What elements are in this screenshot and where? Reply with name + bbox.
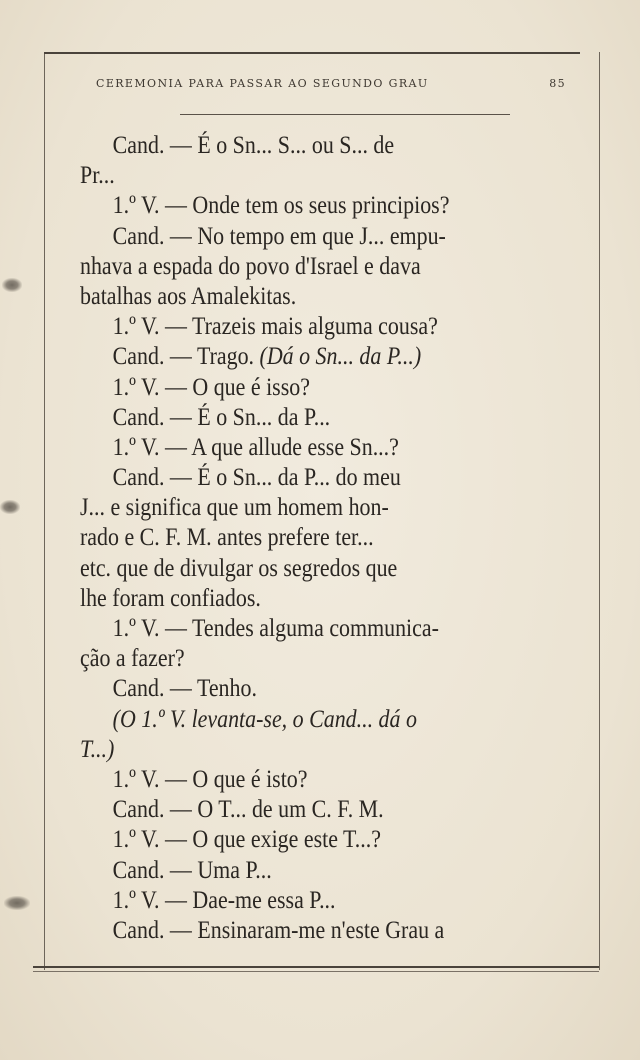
text-line	[80, 583, 501, 613]
line-text: 1.º V. — O que é isto?	[112, 763, 308, 793]
stage-direction: (O 1.º V. levanta-se, o Cand... dá o	[112, 703, 417, 733]
text-line	[80, 734, 501, 764]
text-line	[80, 553, 501, 583]
stage-direction: T...)	[80, 733, 115, 763]
text-line	[80, 281, 501, 311]
page-number: 85	[549, 77, 566, 90]
line-text: Pr...	[80, 160, 115, 190]
text-line	[80, 432, 501, 462]
line-text: J... e significa que um homem hon-	[80, 492, 389, 522]
header-rule	[180, 114, 510, 115]
text-line	[80, 673, 501, 703]
stage-direction: (Dá o Sn... da P...)	[254, 341, 422, 371]
text-line	[80, 221, 501, 251]
text-line	[80, 704, 501, 734]
text-line	[80, 341, 501, 371]
text-line	[80, 522, 501, 552]
text-line	[80, 311, 501, 341]
line-text: 1.º V. — Dae-me essa P...	[112, 884, 336, 914]
text-line	[80, 160, 501, 190]
text-line	[80, 190, 501, 220]
body-text	[80, 130, 501, 945]
running-head	[96, 77, 566, 90]
line-text: lhe foram confiados.	[80, 582, 261, 612]
text-line	[80, 643, 501, 673]
line-text: etc. que de divulgar os segredos que	[80, 552, 398, 582]
text-line	[80, 915, 501, 945]
text-line	[80, 855, 501, 885]
running-head-title: CEREMONIA PARA PASSAR AO SEGUNDO GRAU	[96, 77, 429, 90]
line-text: Cand. — Ensinaram-me n'este Grau a	[112, 914, 445, 944]
text-line	[80, 764, 501, 794]
bottom-rule	[33, 966, 599, 968]
line-text: batalhas aos Amalekitas.	[80, 280, 297, 310]
margin-stain	[0, 500, 20, 514]
text-line	[80, 824, 501, 854]
line-text: 1.º V. — O que é isso?	[112, 371, 310, 401]
text-line	[80, 885, 501, 915]
line-text: Cand. — O T... de um C. F. M.	[112, 794, 384, 824]
line-text: Cand. — Uma P...	[112, 854, 272, 884]
bottom-rule-thin	[33, 971, 599, 972]
top-rule	[44, 52, 580, 54]
line-text: Cand. — É o Sn... da P... do meu	[112, 462, 401, 492]
text-line	[80, 613, 501, 643]
text-line	[80, 372, 501, 402]
line-text: 1.º V. — Trazeis mais alguma cousa?	[112, 311, 438, 341]
line-text: Cand. — Tenho.	[112, 673, 257, 703]
line-text: ção a fazer?	[80, 643, 185, 673]
text-line	[80, 794, 501, 824]
line-text: rado e C. F. M. antes prefere ter...	[80, 522, 374, 552]
text-line	[80, 462, 501, 492]
line-text: 1.º V. — Onde tem os seus principios?	[112, 190, 450, 220]
line-text: Cand. — Trago.	[112, 341, 255, 371]
line-text: Cand. — É o Sn... da P...	[112, 401, 331, 431]
line-text: 1.º V. — A que allude esse Sn...?	[112, 431, 399, 461]
margin-stain	[2, 278, 22, 292]
line-text: Cand. — É o Sn... S... ou S... de	[112, 130, 395, 159]
text-line	[80, 251, 501, 281]
line-text: 1.º V. — Tendes alguma communica-	[112, 613, 439, 642]
line-text: Cand. — No tempo em que J... empu-	[112, 220, 446, 250]
line-text: 1.º V. — O que exige este T...?	[112, 824, 381, 854]
line-text: nhava a espada do povo d'Israel e dava	[80, 250, 421, 280]
text-line	[80, 492, 501, 522]
text-line	[80, 402, 501, 432]
margin-stain	[4, 896, 30, 910]
text-line	[80, 130, 501, 160]
